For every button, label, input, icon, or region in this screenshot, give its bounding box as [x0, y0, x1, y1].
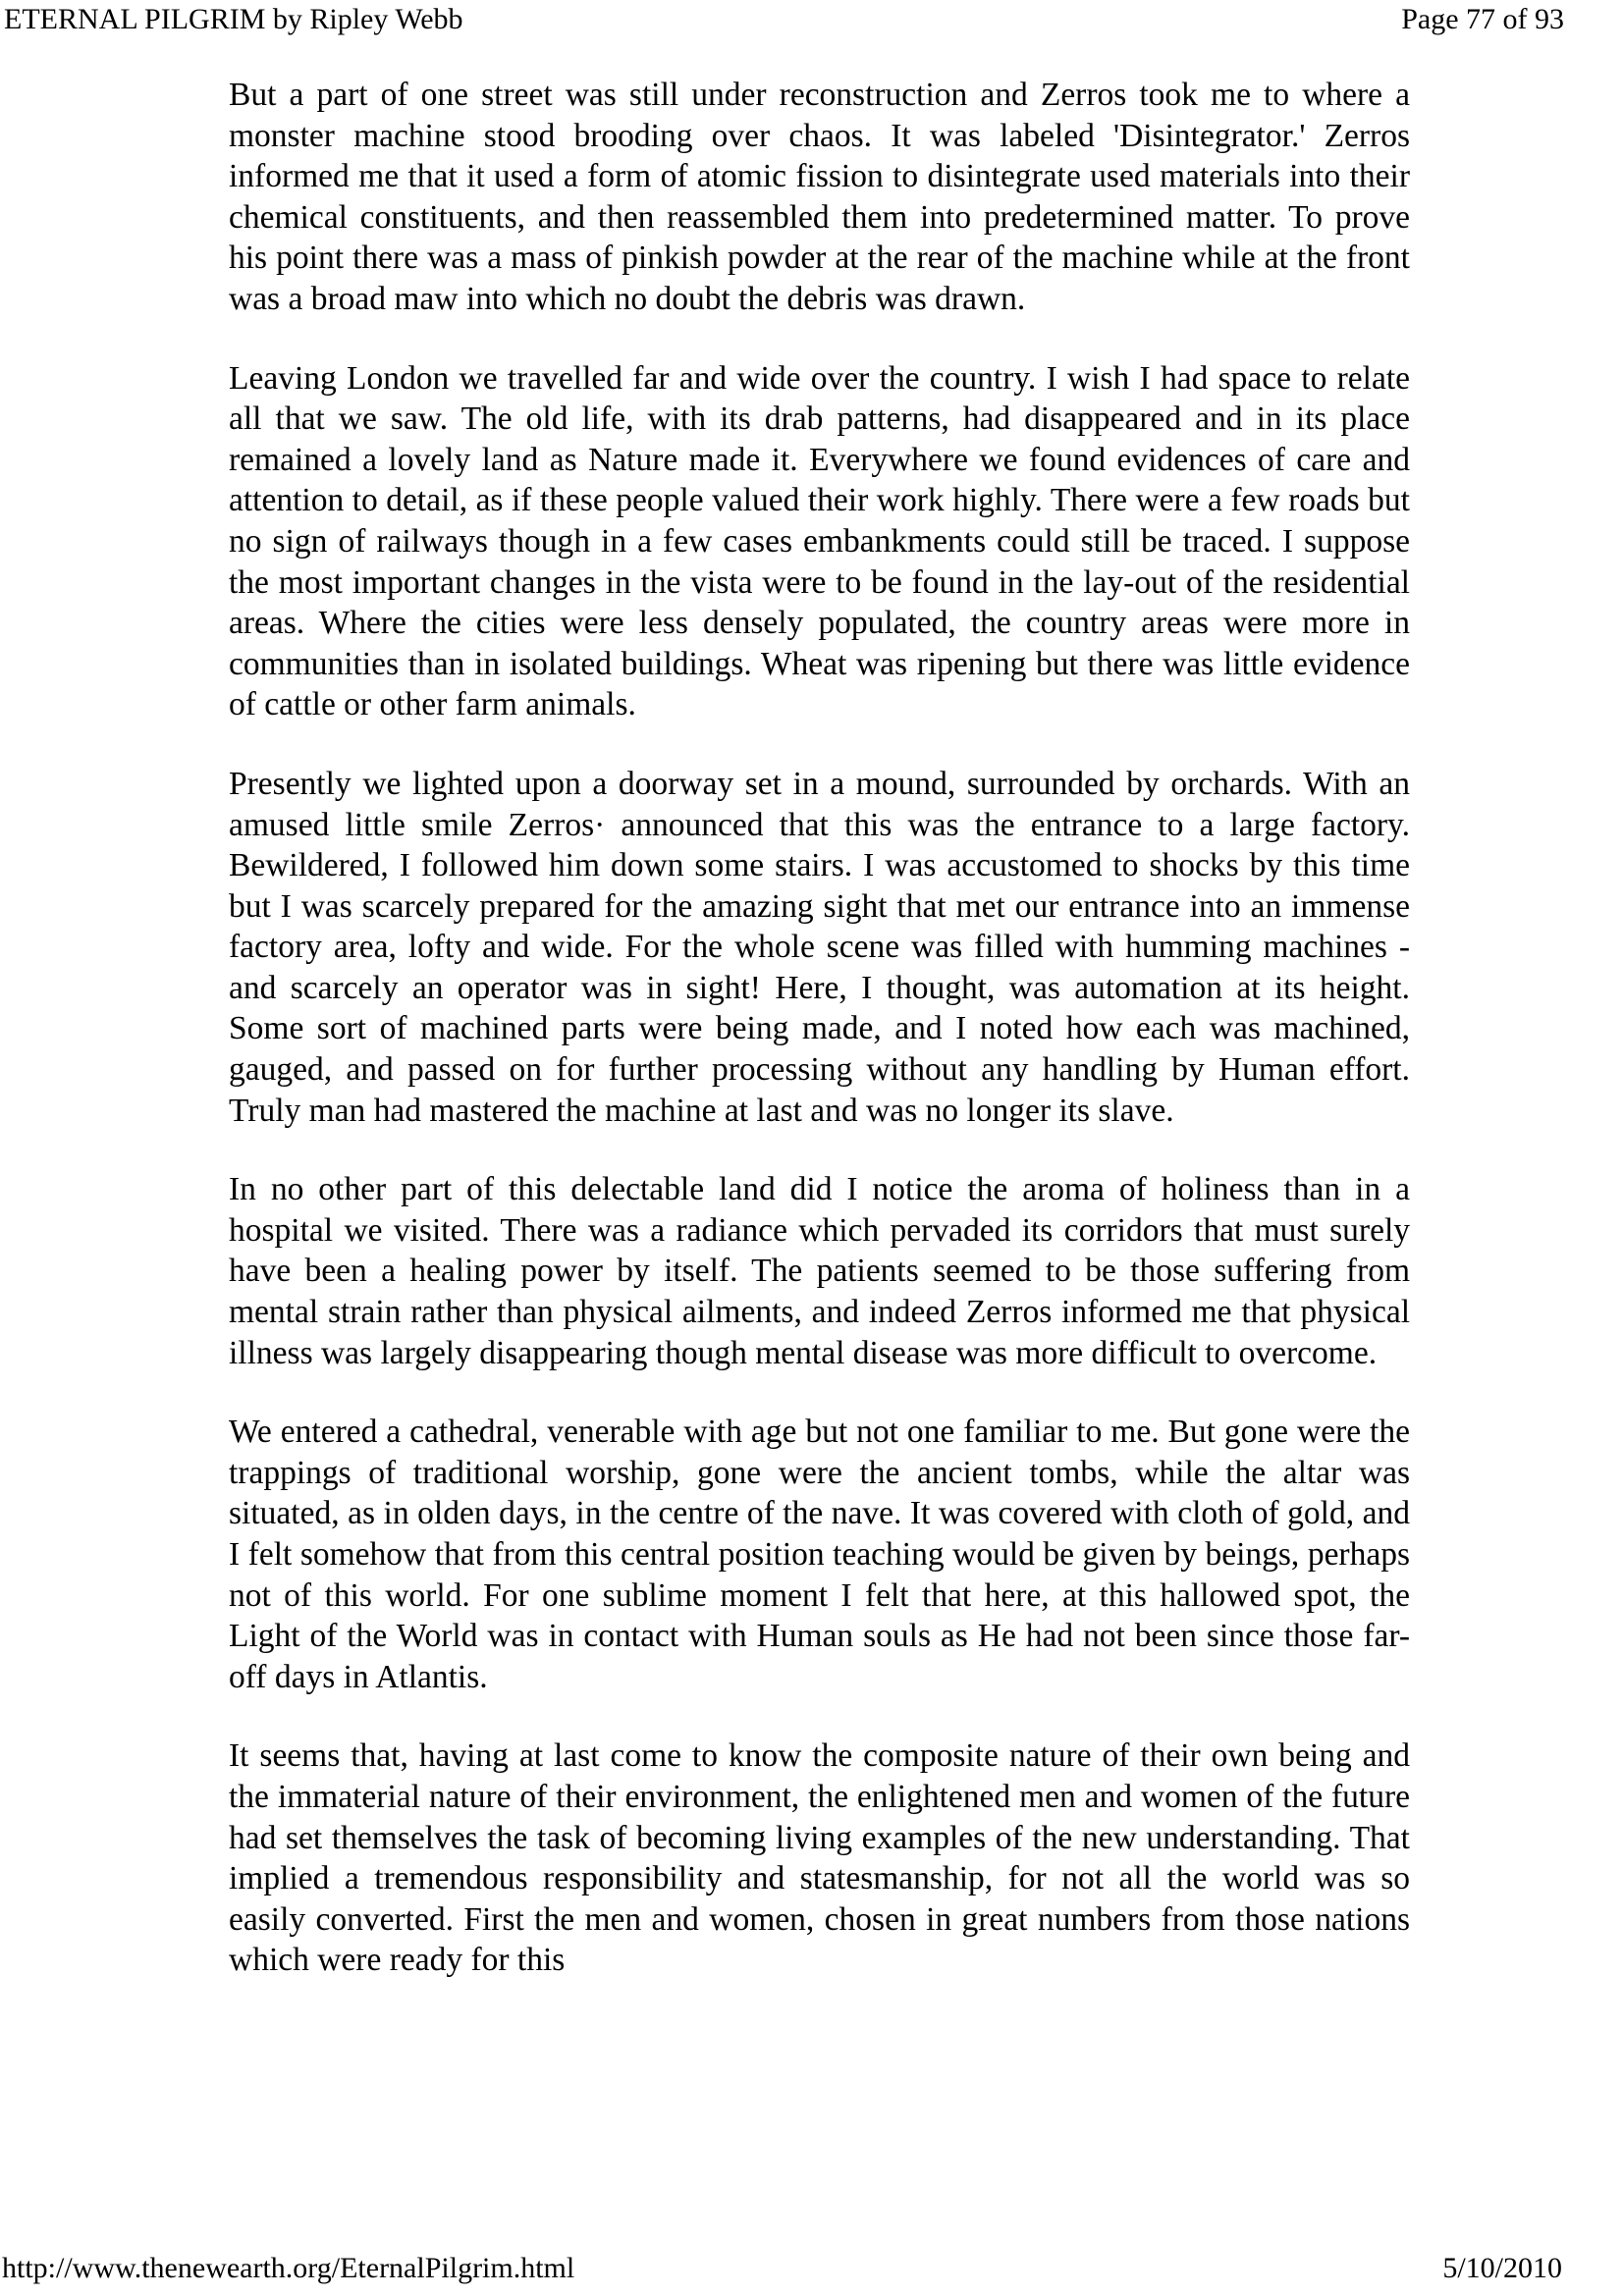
paragraph: But a part of one street was still under reconstruction and Zerros took me to where a monster machine stood brooding over chaos. It was labeled 'Disintegrator.' Zerros informed me that it used a form of atomic fission to disintegrate used materials into their chemical constituents, and then reassembled them into predetermined matter. To prove his point there was a mass of pinkish powder at the rear of the machine while at the front was a broad maw into which no doubt the debris was drawn.: [229, 77, 1410, 317]
paragraph: It seems that, having at last come to know the composite nature of their own being and the immaterial nature of their environment, the enlightened men and women of the future had set themselves the task of becoming living examples of the new understanding. That implied a tremendous responsibility and statesmanship, for not all the world was so easily converted. First the men and women, chosen in great numbers from those nations which were ready for this: [229, 1737, 1410, 1979]
document-body: [229, 75, 1410, 2019]
print-date: 5/10/2010: [1442, 2252, 1562, 2284]
paragraph: Presently we lighted upon a doorway set in a mound, surrounded by orchards. With an amused little smile Zerros· announced that this was the entrance to a large factory. Bewildered, I followed him down some stairs. I was accustomed to shocks by this time but I was scarcely prepared for the amazing sight that met our entrance into an immense factory area, lofty and wide. For the whole scene was filled with humming machines - and scarcely an operator was in sight! Here, I thought, was automation at its height. Some sort of machined parts were being made, and I noted how each was machined, gauged, and passed on for further processing without any handling by Human effort. Truly man had mastered the machine at last and was no longer its slave.: [229, 765, 1410, 1129]
document-title: ETERNAL PILGRIM by Ripley Webb: [4, 3, 463, 35]
paragraph: In no other part of this delectable land did I notice the aroma of holiness than in a hospital we visited. There was a radiance which pervaded its corridors that must surely have been a healing power by itself. The patients seemed to be those suffering from mental strain rather than physical ailments, and indeed Zerros informed me that physical illness was largely disappearing though mental disease was more difficult to overcome.: [229, 1171, 1410, 1371]
page-footer: [0, 2251, 1623, 2296]
paragraph: We entered a cathedral, venerable with age but not one familiar to me. But gone were the trappings of traditional worship, gone were the ancient tombs, while the altar was situated, as in olden days, in the centre of the nave. It was covered with cloth of gold, and I felt somehow that from this central position teaching would be given by beings, perhaps not of this world. For one sublime moment I felt that here, at this hallowed spot, the Light of the World was in contact with Human souls as He had not been since those far-off days in Atlantis.: [229, 1414, 1410, 1695]
page-header: [0, 0, 1623, 45]
paragraph: Leaving London we travelled far and wide over the country. I wish I had space to relate all that we saw. The old life, with its drab patterns, had disappeared and in its place remained a lovely land as Nature made it. Everywhere we found evidences of care and attention to detail, as if these people valued their work highly. There were a few roads but no sign of railways though in a few cases embankments could still be traced. I suppose the most important changes in the vista were to be found in the lay-out of the residential areas. Where the cities were less densely populated, the country areas were more in communities than in isolated buildings. Wheat was ripening but there was little evidence of cattle or other farm animals.: [229, 359, 1410, 723]
page-number: Page 77 of 93: [1401, 3, 1564, 35]
source-url: http://www.thenewearth.org/EternalPilgrim.html: [2, 2252, 575, 2284]
